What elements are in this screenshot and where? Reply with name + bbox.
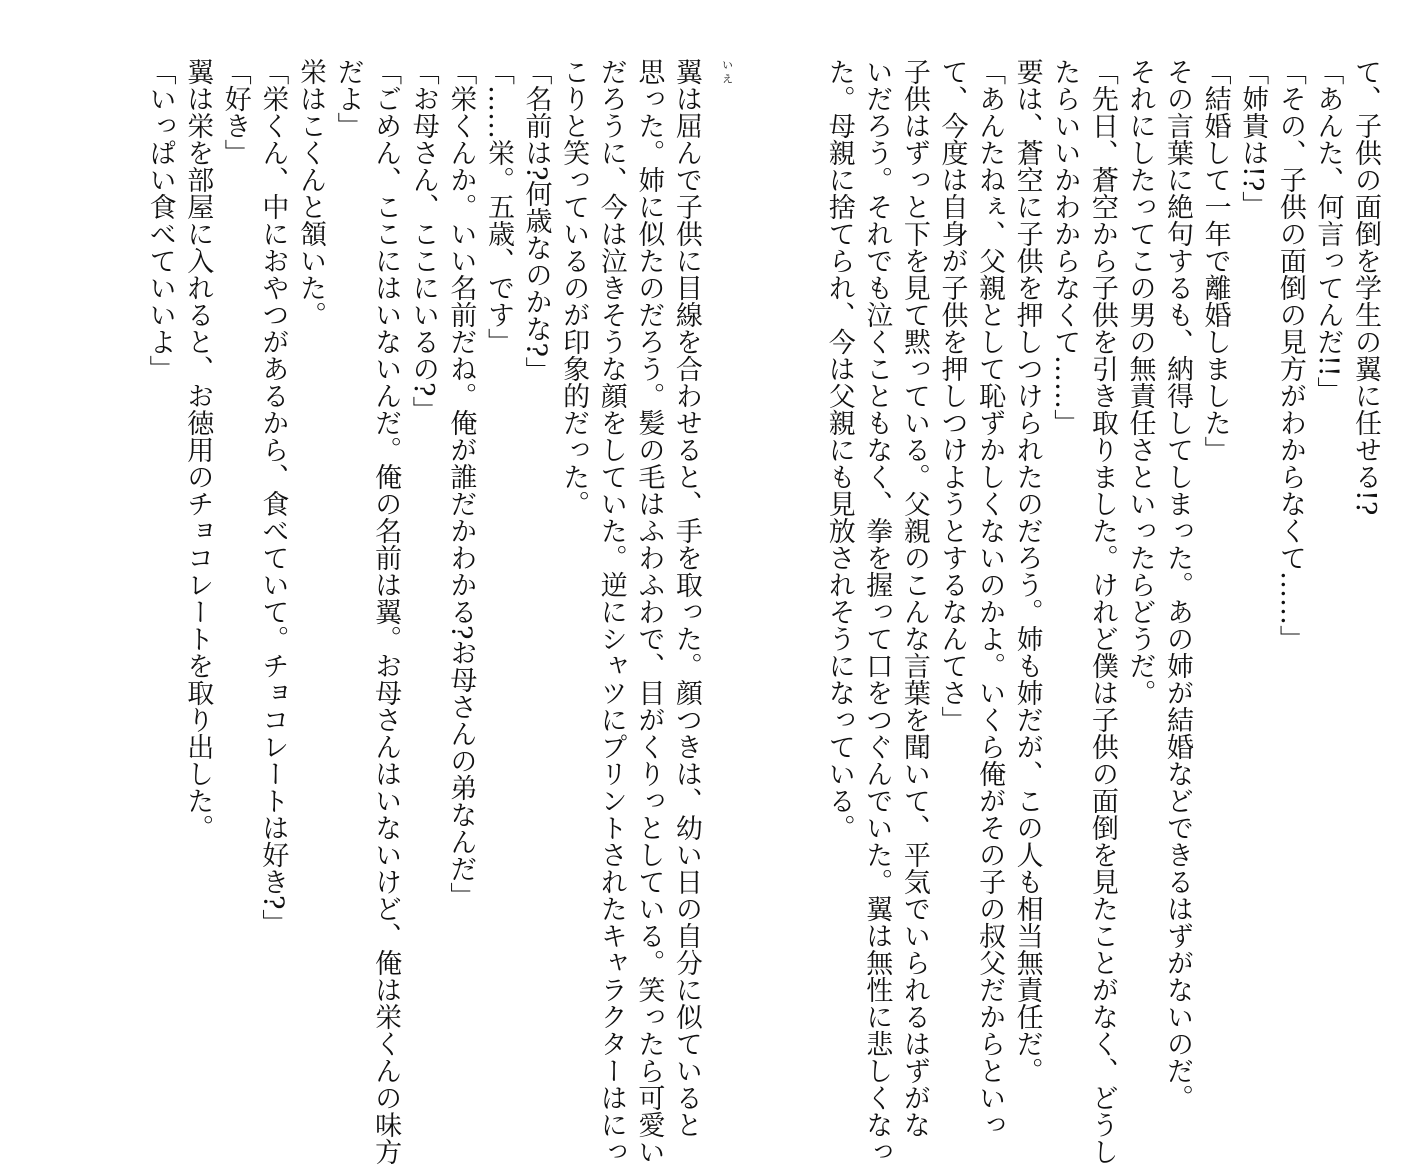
blank-line <box>783 58 821 973</box>
text-line: 思った。姉に似たのだろう。髪の毛はふわふわで、目がくりっとしている。笑ったら可愛い <box>633 58 665 1165</box>
text-line: たらいいかわからなくて……」 <box>1049 58 1081 436</box>
text-line: 「栄くんか。いい名前だね。俺が誰だかわかる?お母さんの弟なんだ」 <box>445 58 477 910</box>
text-line: 「あんた、何言ってんだ!!」 <box>1312 58 1344 404</box>
text-line: 「いっぱい食べていいよ」 <box>144 58 176 382</box>
text-line: 「栄くん、中におやつがあるから、食べていて。チョコレートは好き?」 <box>257 58 289 937</box>
text-line: 翼は屈んで子供に目線を合わせると、手を取った。顔つきは、幼い日の自分に似ていると <box>670 58 702 1138</box>
text-line: て、今度は自身が子供を押しつけようとするなんてさ」 <box>936 58 968 733</box>
text-line: 栄はこくんと頷いた。 <box>294 58 326 328</box>
ruby-kawai <box>145 140 155 167</box>
ruby-unazu <box>145 199 155 226</box>
text-line: た。母親に捨てられ、今は父親にも見放されそうになっている。 <box>823 58 855 841</box>
ruby-kobushi <box>145 89 155 116</box>
text-line: て、子供の面倒を学生の翼に任せる!? <box>1350 58 1381 516</box>
text-line: 翼は栄を部屋に入れると、お徳用のチョコレートを取り出した。 <box>182 58 214 841</box>
text-line: 「姉貴は!?」 <box>1237 58 1269 219</box>
text-line: こりと笑っているのが印象的だった。 <box>558 58 590 517</box>
text-line: 「ごめん、ここにはいないんだ。俺の名前は翼。お母さんはいないけど、俺は栄くんの味方 <box>370 58 402 1165</box>
text-line: 「好き」 <box>219 58 251 166</box>
text-line: だろうに、今は泣きそうな顔をしていた。逆にシャツにプリントされたキャラクターはにっ <box>595 58 627 1165</box>
body-text <box>141 58 1384 1165</box>
ruby-kagan <box>145 68 155 86</box>
text-line: 「結婚して一年で離婚しました」 <box>1199 58 1231 463</box>
text-line: 「お母さん、ここにいるの?」 <box>407 58 439 424</box>
text-line: 「その、子供の面倒の見方がわからなくて……」 <box>1274 58 1306 652</box>
text-line: 「……栄。五歳、です」 <box>482 58 514 355</box>
ruby-sakae <box>145 170 155 197</box>
text-line: 要は、蒼空に子供を押しつけられたのだろう。姉も姉だが、この人も相当無責任だ。 <box>1011 58 1043 1084</box>
text-line: 子供はずっと下を見て黙っている。父親のこんな言葉を聞いて、平気でいられるはずがな <box>898 58 930 1138</box>
ruby-oji <box>145 119 155 137</box>
text-line: いだろう。それでも泣くこともなく、拳を握って口をつぐんでいた。翼は無性に悲しくなっ <box>861 58 893 1165</box>
text-line: その言葉に絶句するも、納得してしまった。あの姉が結婚などできるはずがないのだ。 <box>1162 58 1194 1111</box>
text-line: 「先日、蒼空から子供を引き取りました。けれど僕は子供の面倒を見たことがなく、どうし <box>1086 58 1118 1165</box>
text-line: 「あんたねぇ、父親として恥ずかしくないのかよ。いくら俺がその子の叔父だからといっ <box>974 58 1006 1138</box>
scene-separator: ぃぇ <box>716 58 733 86</box>
text-line: それにしたってこの男の無責任さといったらどうだ。 <box>1124 58 1156 706</box>
text-line: だよ」 <box>332 58 364 139</box>
text-line: 「名前は?何歳なのかな?」 <box>520 58 552 384</box>
